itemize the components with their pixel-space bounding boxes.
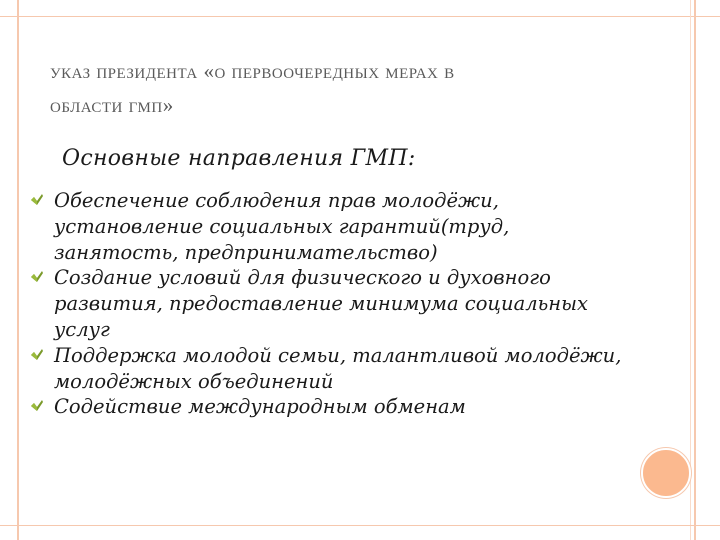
- frame-bottom-line: [0, 525, 720, 526]
- bullet-line: Поддержка молодой семьи, талантливой молодёжи,: [54, 343, 622, 367]
- diamond-checkmark-icon: [30, 270, 44, 284]
- bullet-line: занятость, предпринимательство): [54, 240, 438, 264]
- bullet-line: молодёжных объединений: [54, 369, 334, 393]
- diamond-checkmark-icon: [30, 193, 44, 207]
- frame-top-line: [0, 16, 720, 17]
- frame-left-line: [17, 0, 19, 540]
- bullet-list: [30, 188, 690, 420]
- slide-subtitle: Основные направления ГМП:: [62, 146, 416, 171]
- slide-title-line-1: указ президента «о первоочередных мерах в: [50, 59, 455, 83]
- bullet-line: установление социальных гарантий(труд,: [54, 214, 510, 238]
- frame-right-outer-line: [694, 0, 696, 540]
- bullet-item: [30, 188, 690, 265]
- diamond-checkmark-icon: [30, 348, 44, 362]
- bullet-line: развития, предоставление минимума социальных: [54, 292, 588, 316]
- bullet-line: Содействие международным обменам: [54, 395, 466, 419]
- decorative-orange-circle: [641, 448, 691, 498]
- bullet-item: [30, 394, 690, 420]
- bullet-item: [30, 265, 690, 342]
- frame-right-inner-line: [690, 0, 691, 540]
- bullet-item: [30, 343, 690, 395]
- diamond-checkmark-icon: [30, 399, 44, 413]
- bullet-line: Обеспечение соблюдения прав молодёжи,: [54, 189, 499, 212]
- bullet-line: Создание условий для физического и духовного: [54, 266, 551, 290]
- slide-title-line-2: области гмп»: [50, 93, 174, 117]
- bullet-line: услуг: [54, 317, 110, 341]
- slide-title: [50, 54, 650, 122]
